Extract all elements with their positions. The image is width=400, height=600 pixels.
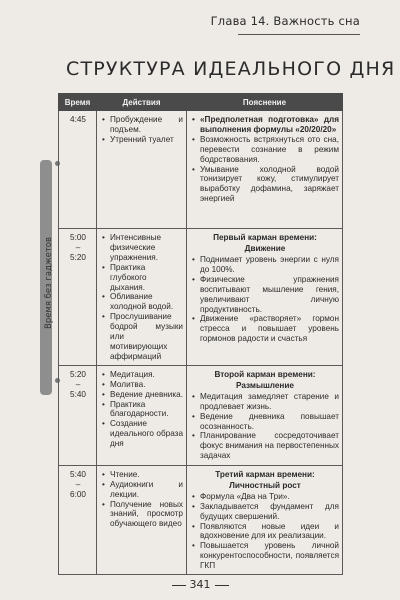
time-end: 6:00: [70, 489, 86, 499]
list-item: • Медитация замедляет старение и продлевает жизнь.: [191, 392, 339, 412]
day-structure-table: [58, 93, 343, 575]
page-title: СТРУКТУРА ИДЕАЛЬНОГО ДНЯ: [66, 58, 396, 80]
list-item: • Движение «растворяет» гормон стресса и повышает уровень гормонов радости и счастья: [191, 314, 339, 344]
list-item: • Формула «Два на Три».: [191, 492, 339, 502]
pocket-subtitle: Размышление: [236, 380, 294, 390]
list-item: • Закладывается фундамент для будущих свершений.: [191, 502, 339, 522]
side-label: Время без гаджетов: [44, 237, 54, 329]
time-end: 5:40: [70, 389, 86, 399]
page-number: 341: [189, 578, 211, 591]
list-item: • Возможность встряхнуться ото сна, перевести сознание в режим бодрствования.: [191, 135, 339, 165]
table-header-row: [59, 94, 343, 111]
time-cell: [59, 111, 97, 229]
actions-cell: [97, 365, 187, 465]
list-item: • Физические упражнения воспитывают мышление гения, увеличивают личную продуктивность.: [191, 275, 339, 315]
list-item: • Утренний туалет: [101, 135, 183, 145]
list-item: • Повышается уровень личной конкурентоспособности, появляется ГКП: [191, 541, 339, 571]
list-item: • Медитация.: [101, 370, 183, 380]
time-start: 5:40: [70, 469, 86, 479]
pocket-subtitle: Личностный рост: [229, 480, 301, 490]
explanation-cell: [187, 111, 343, 229]
time-start: 5:00: [70, 233, 86, 242]
table-row: [59, 229, 343, 366]
page-number-footer: [0, 578, 400, 591]
explanation-cell: [187, 465, 343, 574]
list-item: • Появляются новые идеи и вдохновение для их реализации.: [191, 522, 339, 542]
actions-cell: [97, 111, 187, 229]
time-cell: [59, 365, 97, 465]
header-actions: Действия: [97, 94, 187, 111]
list-item: • Планирование сосредоточивает фокус внимания на первостепенных задачах: [191, 431, 339, 461]
time-end: 5:20: [70, 252, 86, 262]
time-dash: –: [75, 479, 81, 489]
time-start: 4:45: [70, 115, 86, 124]
list-item: • Ведение дневника повышает осознанность.: [191, 412, 339, 432]
time-cell: [59, 465, 97, 574]
list-item: • Умывание холодной водой тонизирует кожу, стимулирует выработку дофамина, заряжает энергией: [191, 165, 339, 205]
list-item: • Поднимает уровень энергии с нуля до 100%.: [191, 255, 339, 275]
actions-cell: [97, 465, 187, 574]
table-row: [59, 465, 343, 574]
actions-cell: [97, 229, 187, 366]
list-item: • Практика глубокого дыхания.: [101, 263, 183, 293]
explanation-cell: [187, 365, 343, 465]
header-time: Время: [59, 94, 97, 111]
pocket-title: Первый карман времени:: [213, 233, 317, 242]
list-item: • «Предполетная подготовка» для выполнения формулы «20/20/20»: [191, 115, 339, 135]
folio-dash-left: [172, 585, 186, 586]
time-start: 5:20: [70, 369, 86, 379]
list-item: • Практика благодарности.: [101, 400, 183, 420]
list-item: • Ведение дневника.: [101, 390, 183, 400]
running-head: Глава 14. Важность сна: [210, 14, 360, 28]
explanation-cell: [187, 229, 343, 366]
list-item: • Получение новых знаний, просмотр обучающего видео: [101, 500, 183, 530]
time-dash: –: [75, 242, 81, 252]
list-item: • Обливание холодной водой.: [101, 292, 183, 312]
header-explanation: Пояснение: [187, 94, 343, 111]
pocket-title: Третий карман времени:: [215, 469, 315, 479]
list-item: • Чтение.: [101, 470, 183, 480]
table-row: [59, 365, 343, 465]
running-head-rule: [238, 34, 360, 35]
list-item: • Молитва.: [101, 380, 183, 390]
table-row: [59, 111, 343, 229]
list-item: • Аудиокниги и лекции.: [101, 480, 183, 500]
pocket-subtitle: Движение: [244, 244, 286, 253]
pocket-title: Второй карман времени:: [214, 369, 316, 379]
list-item: • Пробуждение и подъем.: [101, 115, 183, 135]
time-cell: [59, 229, 97, 366]
list-item: • Создание идеального образа дня: [101, 419, 183, 449]
folio-dash-right: [215, 585, 229, 586]
list-item: • Интенсивные физические упражнения.: [101, 233, 183, 263]
list-item: • Прослушивание бодрой музыки или мотивирующих аффирмаций: [101, 312, 183, 362]
time-dash: –: [75, 379, 81, 389]
